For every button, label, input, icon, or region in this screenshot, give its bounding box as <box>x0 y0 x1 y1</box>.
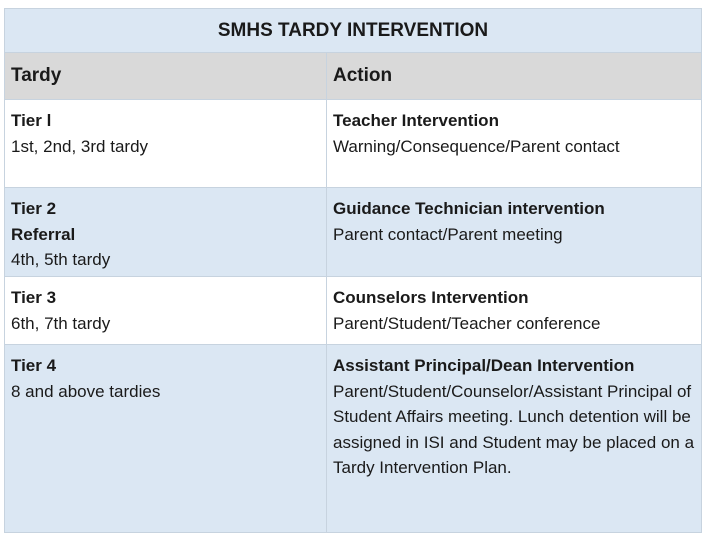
action-title: Teacher Intervention <box>333 111 499 130</box>
tardy-count: 4th, 5th tardy <box>11 250 111 269</box>
tier-label: Tier 2 <box>11 199 57 218</box>
action-cell <box>327 100 701 187</box>
action-detail: Parent contact/Parent meeting <box>333 224 563 244</box>
tier-label: Tier 3 <box>11 288 57 307</box>
action-cell <box>327 345 701 532</box>
tardy-count: 6th, 7th tardy <box>11 313 111 333</box>
table-header-row <box>5 53 701 100</box>
action-cell <box>327 277 701 344</box>
tardy-count: 1st, 2nd, 3rd tardy <box>11 136 149 156</box>
tier-label: Tier l <box>11 111 52 130</box>
action-detail: Parent/Student/Counselor/Assistant Principal of Student Affairs meeting. Lunch detention will be assigned in ISI and Student may be placed on a Tardy Intervention Plan. <box>333 381 695 477</box>
header-tardy: Tardy <box>5 53 327 99</box>
tier-sublabel: Referral <box>11 224 76 244</box>
action-cell <box>327 188 701 276</box>
table-title: SMHS TARDY INTERVENTION <box>5 9 701 53</box>
table-row <box>5 188 701 277</box>
table-row <box>5 345 701 532</box>
action-detail: Parent/Student/Teacher conference <box>333 313 601 333</box>
header-action: Action <box>333 65 393 86</box>
tardy-cell <box>5 188 327 276</box>
table-row <box>5 277 701 345</box>
tardy-intervention-table <box>4 8 702 533</box>
tardy-cell <box>5 277 327 344</box>
action-detail: Warning/Consequence/Parent contact <box>333 136 620 156</box>
tardy-cell <box>5 345 327 532</box>
tier-label: Tier 4 <box>11 356 57 375</box>
tardy-cell <box>5 100 327 187</box>
action-title: Assistant Principal/Dean Intervention <box>333 356 635 375</box>
action-title: Counselors Intervention <box>333 288 529 307</box>
action-title: Guidance Technician intervention <box>333 199 605 218</box>
tardy-count: 8 and above tardies <box>11 381 161 401</box>
table-row <box>5 100 701 188</box>
